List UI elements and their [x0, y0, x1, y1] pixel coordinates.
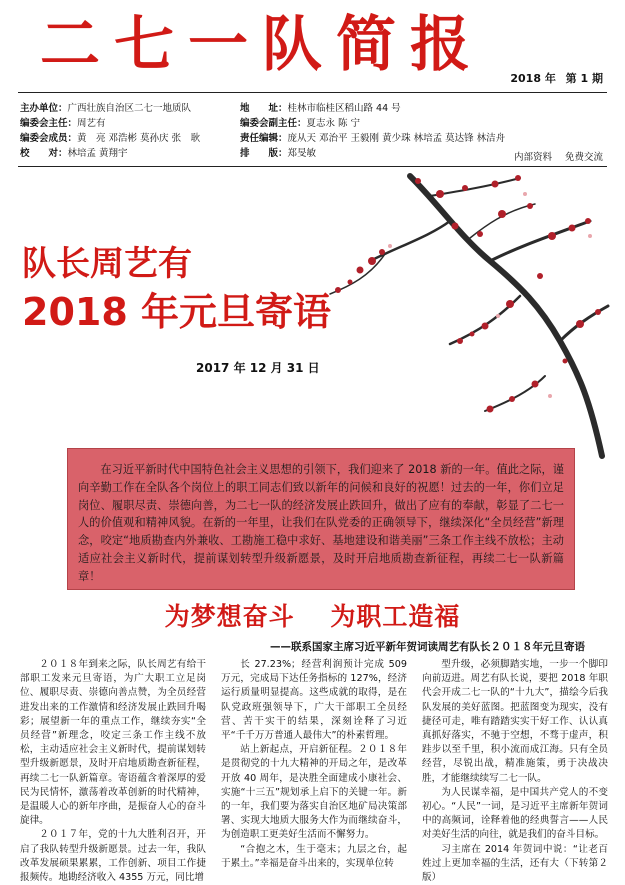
info-value: 郑旻敏 — [287, 148, 317, 159]
info-row — [20, 116, 230, 131]
info-label: 主办单位： — [20, 103, 68, 114]
masthead-divider-top — [18, 92, 607, 93]
headline-line-1: 队长周艺有 — [22, 244, 192, 284]
info-row — [240, 131, 610, 146]
article-paragraph: ２０１８年到来之际，队长周艺有给干部职工发来元旦寄语，为广大职工立足岗位、履职尽责、崇德向善点赞，为全员经营进发出来的工作激情和经济发展止跌回升喝彩；展望新一年的重点工作，继续夯实“全员经营”新理念，咬定三条工作主线不放松，主动适应社会主义新时代，提前谋划转型升级新愿景，及时开启地质勘查新征程，再续二七一队新篇章。寄语蕴含着深厚的爱民为民情怀，激荡着改革创新的时代精神，是温暖人心的新年序曲，是振奋人心的奋斗旋律。 — [20, 659, 206, 827]
slogan — [0, 597, 625, 633]
article-column-1 — [20, 658, 206, 884]
article-column-3 — [422, 658, 608, 884]
info-row — [240, 101, 610, 116]
slogan-part-2: 为职工造福 — [330, 602, 461, 631]
info-value: 庞从天 邓治平 王毅刚 黄少珠 林培孟 莫达锋 林洁舟 — [287, 133, 506, 144]
slogan-part-1: 为梦想奋斗 — [164, 602, 295, 631]
article-paragraph: 为人民谋幸福，是中国共产党人的不变初心。“人民”一词，是习近平主席新年贺词中的高频词，诠释着他的经典誓言——人民对美好生活的向往，就是我们的奋斗目标。 — [422, 786, 608, 841]
article-paragraph: ２０１７年，党的十九大胜利召开，开启了我队转型升级新愿景。过去一年，我队改革发展硕果累累，工作创新、项目工作捷报频传。地勘经济收入 4355 万元，同比增 — [20, 829, 206, 884]
info-label: 责任编辑： — [240, 133, 288, 144]
info-label: 编委会主任： — [20, 118, 78, 129]
article-paragraph: “合抱之木，生于毫末；九层之台，起于累土。”幸福是奋斗出来的，实现单位转 — [221, 843, 407, 869]
info-value: 黄 亮 邓浩彬 莫孙庆 张 耿 — [77, 133, 201, 144]
issue-number: 第 1 期 — [565, 72, 603, 85]
article-paragraph: 站上新起点，开启新征程。２０１８年是贯彻党的十九大精神的开局之年，是改革开放 40 周年，是决胜全面建成小康社会、实施“十三五”规划承上启下的关键一年。新的一年，我们要为落实自治区地矿局决策部署、实现大地质大服务大作为而继续奋斗，为创造职工更美好生活而不懈努力。 — [221, 744, 407, 841]
info-value: 夏志永 陈 宁 — [306, 118, 361, 129]
info-row — [20, 146, 230, 161]
issue-year: 2018 年 — [510, 72, 556, 85]
masthead-title: 二七一队简报 — [40, 10, 484, 80]
tagline-free: 免费交流 — [564, 152, 603, 163]
info-value: 周艺有 — [77, 118, 106, 129]
article-column-2 — [221, 658, 407, 869]
article-paragraph: 型升级，必须脚踏实地，一步一个脚印向前迈进。周艺有队长说，要把 2018 年职代会开成二七一队的“十九大”，描绘今后我队发展的美好蓝图。把蓝图变为现实，没有捷径可走，唯有踏踏实实干好工作、认认真真抓好落实，不驰于空想，不骛于虚声，积跬步以至千里，积小流而成江海。只有全员经营，尽锐出战，精准施策，勇于决战决胜，才能继续续写二七一队。 — [422, 659, 608, 784]
publisher-info-left — [20, 101, 230, 161]
info-row — [240, 116, 610, 131]
info-label: 排 版： — [240, 148, 288, 159]
tagline-internal: 内部资料 — [513, 152, 552, 163]
info-row — [20, 101, 230, 116]
info-label: 编委会成员： — [20, 133, 78, 144]
info-row — [20, 131, 230, 146]
info-value: 桂林市临桂区稻山路 44 号 — [287, 103, 401, 114]
info-value: 林培孟 黄翔宇 — [67, 148, 128, 159]
issue-info — [504, 70, 603, 86]
info-label: 地 址： — [240, 103, 288, 114]
new-year-message-box: 在习近平新时代中国特色社会主义思想的引领下，我们迎来了 2018 新的一年。值此之际，谨向辛勤工作在全队各个岗位上的职工同志们致以新年的问候和良好的祝愿！过去的一年，你们立足岗位、履职尽责、崇德向善，为二七一队的经济发展止跌回升，做出了应有的奉献，彰显了二七一人的价值观和精神风貌。在新的一年里，让我们在队党委的正确领导下，继续深化“全员经营”新理念，咬定“地质勘查内外兼收、工勘施工稳中求好、基地建设和谐美丽”三条工作主线不放松；主动适应社会主义新时代，提前谋划转型升级新愿景，及时开启地质勘查新征程，再续二七一队新篇章！ — [67, 448, 575, 590]
article-paragraph: 长 27.23%；经营利润预计完成 509 万元，完成局下达任务指标的 127%，经济运行质量明显提高。这些成就的取得，是在队党政班强领导下，广大干部职工全员经营、苦干实干的结果，深刻诠释了习近平“千千万万普通人最伟大”的朴素哲理。 — [221, 659, 407, 742]
headline — [22, 240, 382, 336]
info-value: 广西壮族自治区二七一地质队 — [67, 103, 192, 114]
info-label: 校 对： — [20, 148, 68, 159]
article-paragraph: 习主席在 2014 年贺词中说：“让老百姓过上更加幸福的生活，还有大（下转第２版） — [422, 843, 608, 884]
headline-line-2: 2018 年元旦寄语 — [22, 290, 331, 334]
slogan-subtitle: ——联系国家主席习近平新年贺词读周艺有队长２０１８年元旦寄语 — [270, 641, 585, 653]
tagline — [504, 149, 603, 163]
article-columns — [20, 658, 608, 884]
headline-date: 2017 年 12 月 31 日 — [196, 361, 320, 375]
info-label: 编委会副主任： — [240, 118, 307, 129]
